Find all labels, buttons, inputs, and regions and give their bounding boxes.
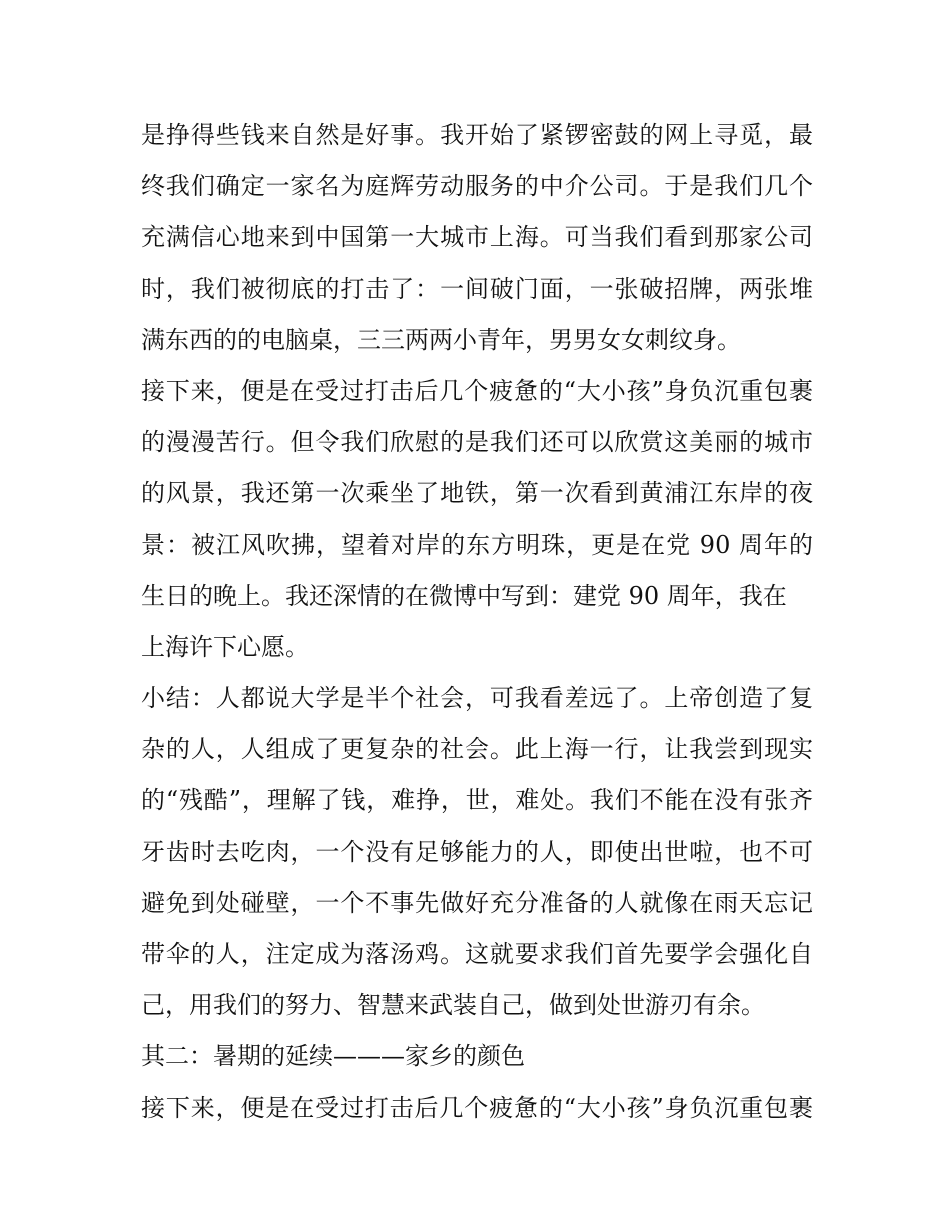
text-line: 上海许下心愿。 [141,632,309,661]
text-line: 带伞的人，注定成为落汤鸡。这就要求我们首先要学会强化自 [141,940,813,968]
text-line: 的“残酷”，理解了钱，难挣，世，难处。我们不能在没有张齐 [141,786,813,815]
section-heading: 其二：暑期的延续———家乡的颜色 [141,1042,525,1071]
text-line: 接下来，便是在受过打击后几个疲惫的“大小孩”身负沉重包裹 [141,376,813,405]
text-line: 接下来，便是在受过打击后几个疲惫的“大小孩”身负沉重包裹 [141,1093,813,1122]
text-line: 充满信心地来到中国第一大城市上海。可当我们看到那家公司 [141,223,813,252]
text-line: 景：被江风吹拂，望着对岸的东方明珠，更是在党 90 周年的 [141,530,813,559]
text-line: 的风景，我还第一次乘坐了地铁，第一次看到黄浦江东岸的夜 [141,479,813,508]
text-line: 满东西的的电脑桌，三三两两小青年，男男女女刺纹身。 [141,325,741,354]
text-line: 时，我们被彻底的打击了：一间破门面，一张破招牌，两张堆 [141,274,813,303]
text-line: 小结：人都说大学是半个社会，可我看差远了。上帝创造了复 [141,684,813,713]
text-line: 的漫漫苦行。但令我们欣慰的是我们还可以欣赏这美丽的城市 [141,428,813,457]
text-line: 是挣得些钱来自然是好事。我开始了紧锣密鼓的网上寻觅，最 [141,121,813,149]
text-line: 生日的晚上。我还深情的在微博中写到：建党 90 周年，我在 [141,581,787,610]
text-line: 牙齿时去吃肉，一个没有足够能力的人，即使出世啦，也不可 [141,837,813,866]
text-line: 杂的人，人组成了更复杂的社会。此上海一行，让我尝到现实 [141,735,813,764]
document-body [141,110,813,1134]
text-line: 己，用我们的努力、智慧来武装自己，做到处世游刃有余。 [141,991,765,1020]
text-line: 终我们确定一家名为庭辉劳动服务的中介公司。于是我们几个 [141,172,813,201]
text-line: 避免到处碰壁，一个不事先做好充分准备的人就像在雨天忘记 [141,888,813,917]
